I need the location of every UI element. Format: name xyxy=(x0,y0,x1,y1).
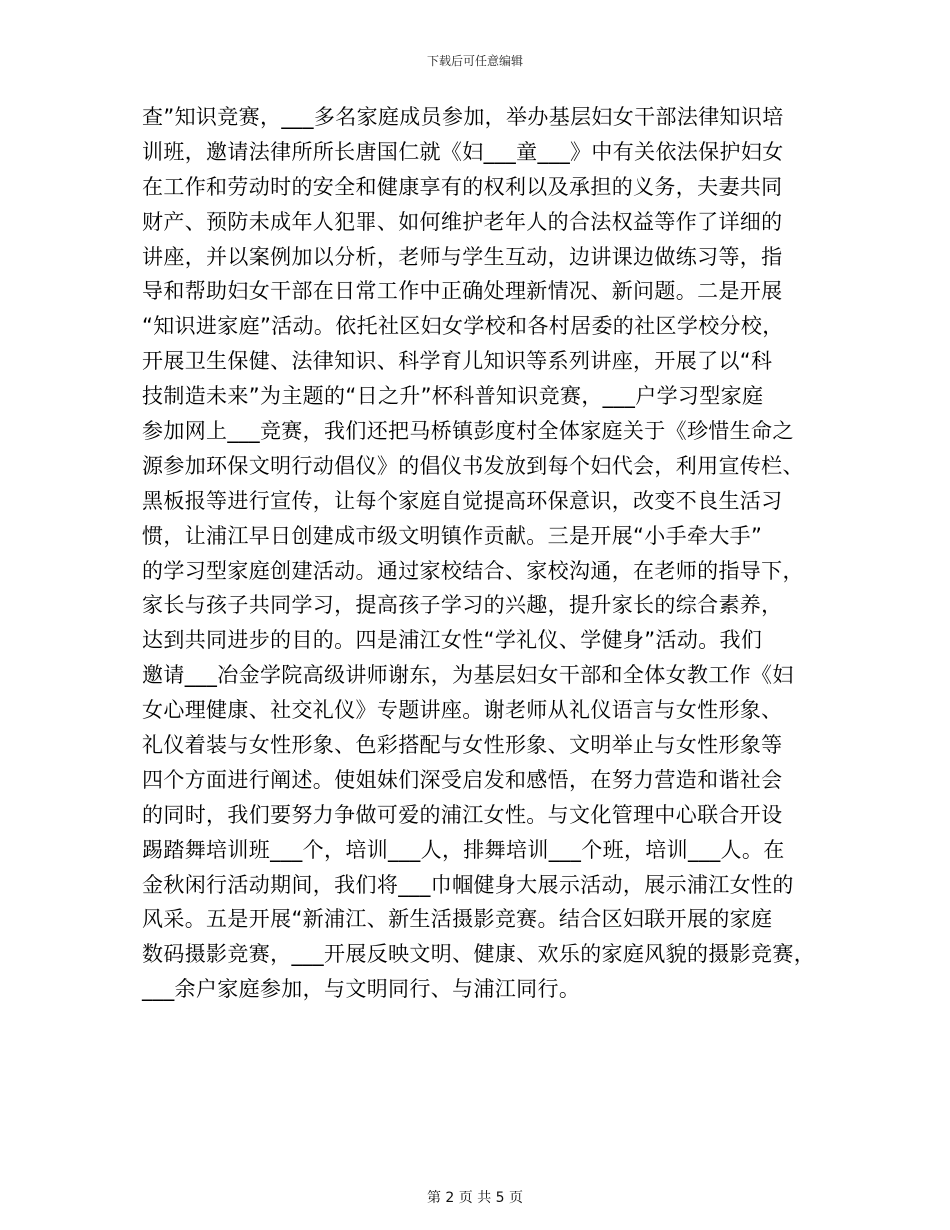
body-line: 训班，邀请法律所所长唐国仁就《妇___童___》中有关依法保护妇女 xyxy=(142,139,784,164)
body-line: 开展卫生保健、法律知识、科学育儿知识等系列讲座，开展了以“科 xyxy=(142,349,773,374)
body-text xyxy=(142,100,822,1007)
body-line: 金秋闲行活动期间，我们将___巾帼健身大展示活动，展示浦江女性的 xyxy=(142,872,794,897)
body-line: 的学习型家庭创建活动。通过家校结合、家校沟通，在老师的指导下， xyxy=(142,558,804,583)
body-line: 家长与孩子共同学习，提高孩子学习的兴趣，提升家长的综合素养， xyxy=(142,593,783,618)
body-line: 四个方面进行阐述。使姐妹们深受启发和感悟，在努力营造和谐社会 xyxy=(142,767,783,792)
body-line: 导和帮助妇女干部在日常工作中正确处理新情况、新问题。二是开展 xyxy=(142,279,783,304)
body-line: 技制造未来”为主题的“日之升”杯科普知识竞赛，___户学习型家庭 xyxy=(142,384,764,409)
body-line: 的同时，我们要努力争做可爱的浦江女性。与文化管理中心联合开设 xyxy=(142,802,783,827)
body-line: 财产、预防未成年人犯罪、如何维护老年人的合法权益等作了详细的 xyxy=(142,209,783,234)
body-line: 源参加环保文明行动倡仪》的倡仪书发放到每个妇代会，利用宣传栏、 xyxy=(142,453,804,478)
body-line: ___余户家庭参加，与文明同行、与浦江同行。 xyxy=(142,977,581,1002)
body-line: 惯，让浦江早日创建成市级文明镇作贡献。三是开展“小手牵大手” xyxy=(142,523,763,548)
body-line: 女心理健康、社交礼仪》专题讲座。谢老师从礼仪语言与女性形象、 xyxy=(142,698,783,723)
body-line: 数码摄影竞赛，___开展反映文明、健康、欢乐的家庭风貌的摄影竞赛， xyxy=(142,942,816,967)
body-line: 邀请___冶金学院高级讲师谢东，为基层妇女干部和全体女教工作《妇 xyxy=(142,663,794,688)
page-header: 下载后可任意编辑 xyxy=(426,54,523,68)
body-line: “知识进家庭”活动。依托社区妇女学校和各村居委的社区学校分校， xyxy=(142,314,784,339)
body-line: 达到共同进步的目的。四是浦江女性“学礼仪、学健身”活动。我们 xyxy=(142,628,763,653)
body-line: 黑板报等进行宣传，让每个家庭自觉提高环保意识，改变不良生活习 xyxy=(142,488,783,513)
body-line: 讲座，并以案例加以分析，老师与学生互动，边讲课边做练习等，指 xyxy=(142,244,783,269)
page-footer: 第 2 页 共 5 页 xyxy=(426,1190,524,1206)
body-line: 踢踏舞培训班___个，培训___人，排舞培训___个班，培训___人。在 xyxy=(142,837,785,862)
body-line: 风采。五是开展“新浦江、新生活摄影竞赛。结合区妇联开展的家庭 xyxy=(142,907,773,932)
body-line: 查”知识竞赛，___多名家庭成员参加，举办基层妇女干部法律知识培 xyxy=(142,105,784,129)
body-line: 参加网上___竞赛，我们还把马桥镇彭度村全体家庭关于《珍惜生命之 xyxy=(142,419,794,444)
body-line: 礼仪着装与女性形象、色彩搭配与女性形象、文明举止与女性形象等 xyxy=(142,733,783,758)
body-line: 在工作和劳动时的安全和健康享有的权利以及承担的义务，夫妻共同 xyxy=(142,174,783,199)
